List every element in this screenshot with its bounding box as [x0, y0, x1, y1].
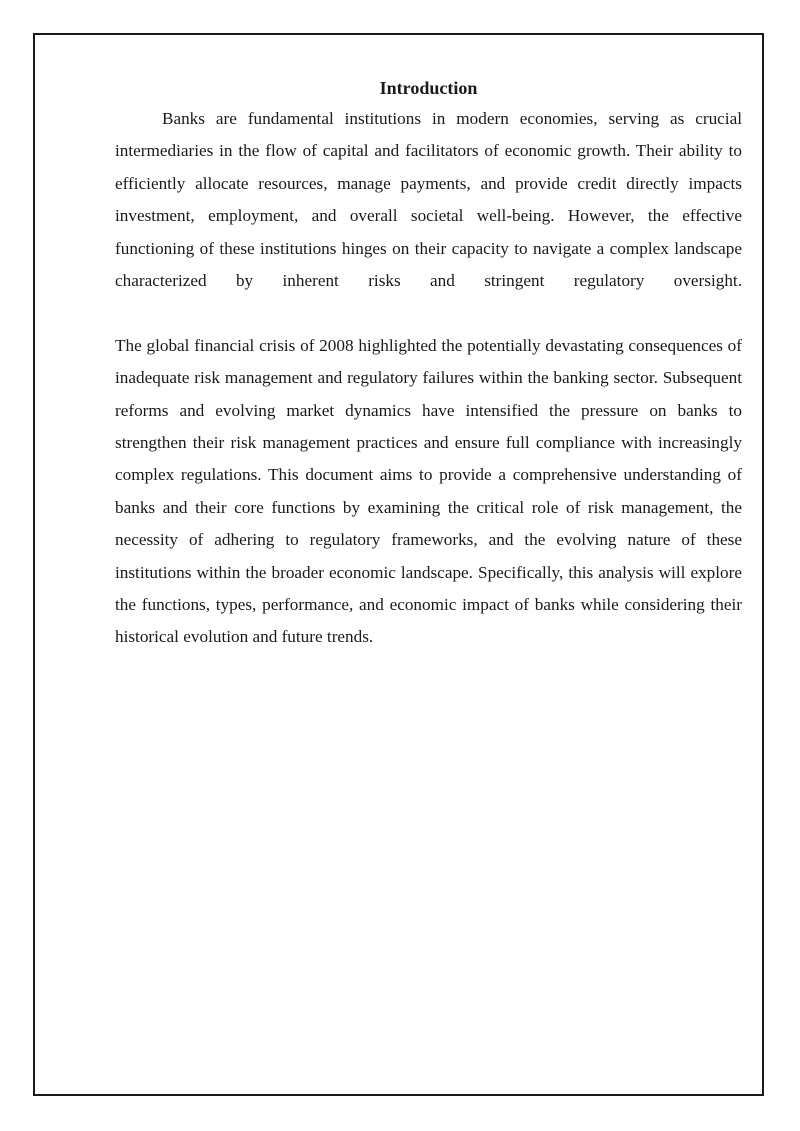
intro-paragraph-2: The global financial crisis of 2008 highlighted the potentially devastating consequences of inadequate risk management and regulatory failures within the banking sector. Subsequent reforms and evolving market dynamics have intensified the pressure on banks to strengthen their risk management practices and ensure full compliance with increasingly complex regulations. This document aims to provide a comprehensive understanding of banks and their core functions by examining the critical role of risk management, the necessity of adhering to regulatory frameworks, and the evolving nature of these institutions within the broader economic landscape. Specifically, this analysis will explore the functions, types, performance, and economic impact of banks while considering their historical evolution and future trends. [115, 335, 742, 647]
document-body [115, 76, 742, 654]
paragraph-spacer [115, 297, 742, 329]
intro-paragraph-1: Banks are fundamental institutions in modern economies, serving as crucial intermediaries in the flow of capital and facilitators of economic growth. Their ability to efficiently allocate resources, manage payments, and provide credit directly impacts investment, employment, and overall societal well-being. However, the effective functioning of these institutions hinges on their capacity to navigate a complex landscape characterized by inherent risks and stringent regulatory oversight. [115, 109, 742, 291]
section-heading: Introduction [379, 78, 478, 98]
